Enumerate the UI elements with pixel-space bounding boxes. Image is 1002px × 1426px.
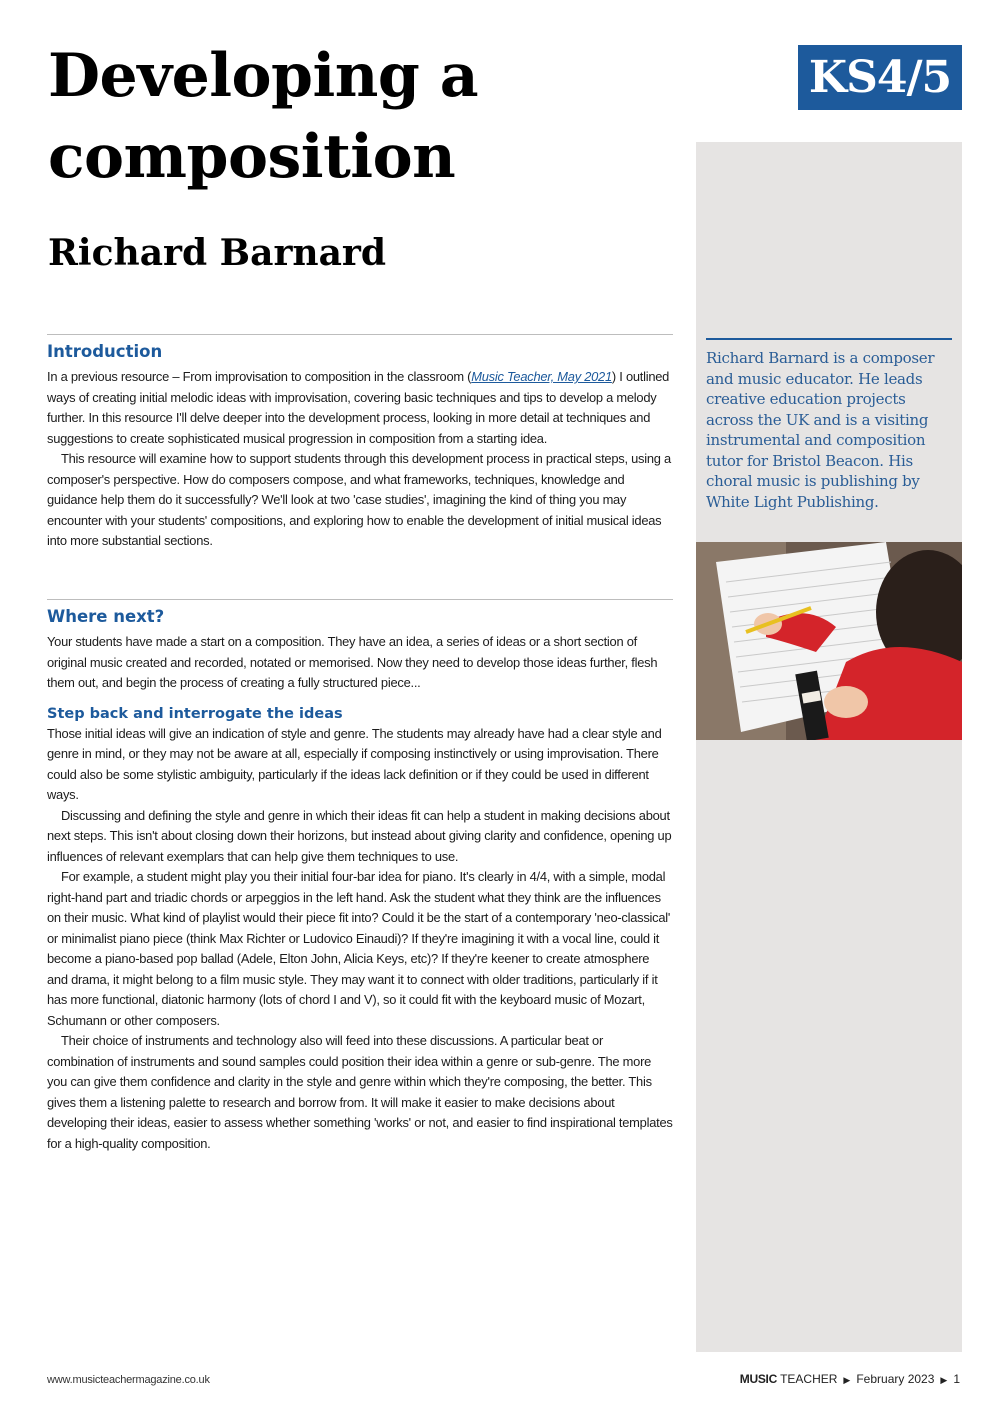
where-next-paragraph: Your students have made a start on a composition. They have an idea, a series of ideas or a short section of original music created and recorded, notated or memorised. Now they need to develop those ideas further, flesh them out, and begin the process of creating a fully structured piece... [47, 634, 658, 690]
music-teacher-link[interactable]: Music Teacher, May 2021 [471, 369, 612, 384]
section-divider [47, 334, 673, 335]
triangle-arrow-icon: ▶ [843, 1375, 851, 1385]
where-next-section [47, 606, 673, 1154]
footer-website: www.musicteachermagazine.co.uk [47, 1374, 210, 1386]
intro-text-start: In a previous resource – From improvisation to composition in the classroom ( [47, 369, 472, 384]
step-back-paragraph: Those initial ideas will give an indication of style and genre. The students may already have had a clear style and genre in mind, or they may not be aware at all, especially if composing instinctively or using improvisation. There could also be some stylistic ambiguity, particularly if the ideas lack definition or if they could be used in different ways. [47, 725, 662, 802]
triangle-arrow-icon: ▶ [940, 1375, 948, 1385]
article-title: Developing a composition [48, 41, 479, 192]
author-bio: Richard Barnard is a composer and music educator. He leads creative education projects across the UK and is a visiting instrumental and composition tutor for Bristol Beacon. His choral music is publishing by White Light Publishing. [706, 349, 935, 511]
step-back-paragraph: Their choice of instruments and technology also will feed into these discussions. A particular beat or combination of instruments and sound samples could position their idea within a genre or sub-genre. The more you can give them confidence and clarity in the style and genre within which they're composing, the better. This gives them a listening palette to research and borrow from. It will make it easier to make decisions about developing their ideas, easier to assess whether something 'works' or not, and easier to find inspirational templates for a high-quality composition. [47, 1033, 673, 1151]
footer-publication [740, 1372, 960, 1386]
page-number: 1 [953, 1372, 960, 1386]
footer-brand-bold: MUSIC [739, 1372, 777, 1386]
footer-date: February 2023 [856, 1372, 935, 1386]
section-divider [47, 599, 673, 600]
step-back-heading: Step back and interrogate the ideas [47, 705, 343, 722]
footer-brand-rest: TEACHER [776, 1372, 838, 1386]
author-name: Richard Barnard [48, 232, 387, 274]
bio-divider [706, 338, 952, 340]
introduction-section [47, 341, 673, 552]
step-back-paragraph: Discussing and defining the style and genre in which their ideas fit can help a student in making decisions about next steps. This isn't about closing down their horizons, but instead about giving clarity and confidence, opening up influences of relevant exemplars that can help give them techniques to use. [47, 807, 672, 864]
step-back-paragraph: For example, a student might play you their initial four-bar idea for piano. It's clearly in 4/4, with a simple, modal right-hand part and triadic chords or arpeggios in the left hand. Ask the student what they think are the influences on their music. What kind of playlist would their piece fit into? Could it be the start of a contemporary 'neo-classical' or minimalist piano piece (think Max Richter or Ludovico Einaudi)? If they're imagining it with a vocal line, could it become a piano-based pop ballad (Adele, Elton John, Alicia Keys, etc)? If they're keener to create atmosphere and drama, it might belong to a film music style. They may want it to connect with older traditions, particularly if it has more functional, diatonic harmony (lots of chord I and V), so it could fit with the keyboard music of Mozart, Schumann or other composers. [47, 869, 671, 1028]
key-stage-badge: KS4/5 [798, 45, 962, 110]
introduction-paragraph [47, 367, 673, 449]
introduction-heading: Introduction [47, 342, 163, 361]
sidebar-panel [696, 142, 962, 1352]
intro-text-end: ) I outlined ways of creating initial melodic ideas with improvisation, covering basic techniques and tips to develop a melody further. In this resource I'll delve deeper into the development process, looking in more detail at techniques and suggestions to create sophisticated musical progression in composition from a starting idea. [47, 369, 670, 446]
student-composing-photo [696, 542, 962, 740]
photo-illustration [696, 542, 962, 740]
introduction-paragraph: This resource will examine how to support students through this development process in practical steps, using a composer's perspective. How do composers compose, and what frameworks, techniques, knowledge and guidance help them do it successfully? We'll look at two 'case studies', imagining the kind of thing you may encounter with your students' compositions, and exploring how to enable the development of initial musical ideas into more substantial sections. [47, 451, 671, 548]
where-next-heading: Where next? [47, 607, 165, 626]
